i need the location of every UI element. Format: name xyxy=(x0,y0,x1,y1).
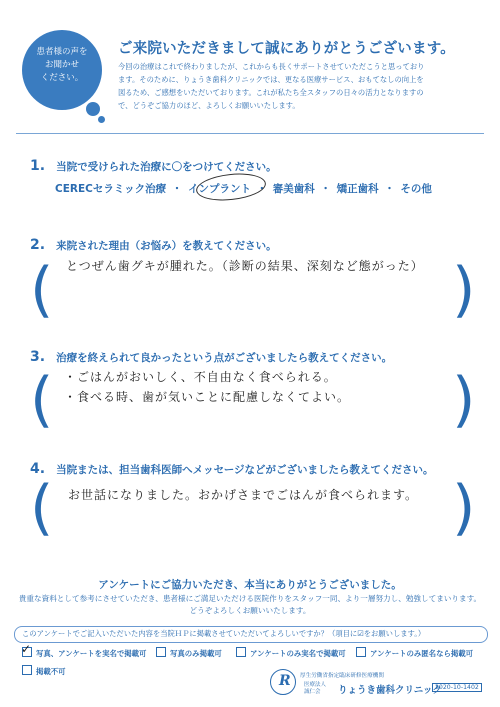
bubble-tail-dot-small xyxy=(98,116,105,123)
question-number: 4. xyxy=(30,461,46,477)
question-text: 当院または、担当歯科医師へメッセージなどがございましたら教えてください。 xyxy=(56,464,434,476)
question-1 xyxy=(30,155,277,174)
handwritten-answer-4: お世話になりました。おかげさまでごはんが食べられます。 xyxy=(68,488,419,502)
answer-bracket-left: ( xyxy=(30,255,54,325)
document-code: 2020-10-1402 xyxy=(432,683,482,692)
question-number: 1. xyxy=(30,158,46,174)
handwritten-answer-3-line-1: ・ごはんがおいしく、不自由なく食べられる。 xyxy=(64,370,337,384)
answer-bracket-left: ( xyxy=(30,473,54,543)
answer-bracket-right: ) xyxy=(452,255,476,325)
answer-bracket-right: ) xyxy=(452,365,476,435)
question-number: 3. xyxy=(30,349,46,365)
checkbox-label: 写真、アンケートを実名で掲載可 xyxy=(36,649,147,658)
page-title: ご来院いただきまして誠にありがとうございます。 xyxy=(118,41,455,57)
question-2 xyxy=(30,234,277,253)
checkbox-no-publish[interactable] xyxy=(22,665,32,675)
header-divider xyxy=(16,133,484,134)
corporation-name: 医療法人 誠仁会 xyxy=(304,682,327,695)
checkbox-label: アンケートのみ実名で掲載可 xyxy=(250,649,346,658)
answer-bracket-left: ( xyxy=(30,365,54,435)
question-text: 来院された理由（お悩み）を教えてください。 xyxy=(56,240,277,252)
checkbox-survey-realname[interactable] xyxy=(236,647,246,657)
checkbox-survey-anonymous[interactable] xyxy=(356,647,366,657)
clinic-logo-letter: R xyxy=(279,673,291,689)
consent-question: このアンケートでご記入いただいた内容を当院ＨＰに掲載させていただいてよろしいですか？（項目に☑をお願いします。） xyxy=(22,629,426,638)
answer-bracket-right: ) xyxy=(452,473,476,543)
clinic-name: りょうき歯科クリニック xyxy=(338,685,442,696)
handwritten-answer-3-line-2: ・食べる時、歯が気いことに配慮しなくてよい。 xyxy=(64,390,351,404)
intro-text: 今回の治療はこれで終わりましたが、これからも長くサポートさせていただこうと思っており ます。そのために、りょうき歯科クリニックでは、更なる医療サービス、おもてなしの向上を 図るため、ご感想をいただいております。これが私たち全スタッフの日々の活力となりますの で、どうぞご協力のほど、よろしくお願いいたします。 xyxy=(118,62,425,110)
handwritten-circle xyxy=(195,170,267,203)
bubble-tail-dot xyxy=(86,102,100,116)
treatment-options: CERECセラミック治療 ・ インプラント ・ 審美歯科 ・ 矯正歯科 ・ その他 xyxy=(55,183,432,195)
question-text: 当院で受けられた治療に〇をつけてください。 xyxy=(56,161,277,173)
question-4 xyxy=(30,458,434,477)
thanks-title: アンケートにご協力いただき、本当にありがとうございました。 xyxy=(98,579,402,591)
checkbox-label: 掲載不可 xyxy=(36,667,66,676)
question-3 xyxy=(30,346,392,365)
thanks-body: 貴重な資料として参考にさせていただき、患者様にご満足いただける医院作りをスタッフ一同、より一層努力し、勉強してまいります。 どうぞよろしくお願いいたします。 xyxy=(18,594,482,615)
question-number: 2. xyxy=(30,237,46,253)
checkbox-label: アンケートのみ匿名なら掲載可 xyxy=(370,649,474,658)
registry-text: 厚生労働省指定臨床研修医療機関 xyxy=(300,673,384,679)
check-mark: ✓ xyxy=(21,642,32,656)
checkbox-label: 写真のみ掲載可 xyxy=(170,649,222,658)
checkbox-photo-only[interactable] xyxy=(156,647,166,657)
handwritten-answer-2: とつぜん歯グキが腫れた。（診断の結果、深刻など態がった） xyxy=(66,259,424,273)
question-text: 治療を終えられて良かったという点がございましたら教えてください。 xyxy=(56,352,393,364)
bubble-text: 患者様の声を お聞かせ ください。 xyxy=(36,47,88,83)
